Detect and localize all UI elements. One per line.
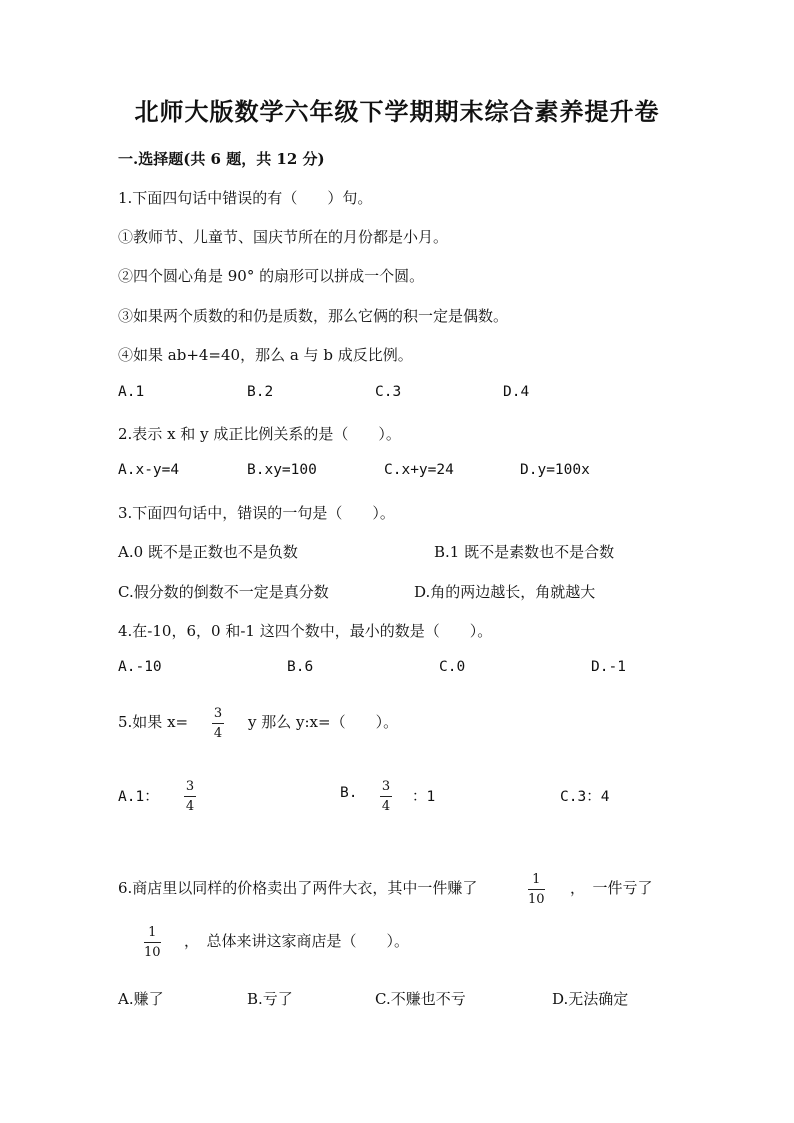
- q4-stem: 4.在-10，6，0 和-1 这四个数中，最小的数是（ ）。: [118, 622, 493, 640]
- q6-stem-prefix: 6.商店里以同样的价格卖出了两件大衣，其中一件赚了: [118, 879, 478, 897]
- section-heading: 一.选择题(共 6 题，共 12 分): [118, 150, 325, 168]
- q5-option-c: C.3：4: [560, 789, 610, 805]
- page-title: 北师大版数学六年级下学期期末综合素养提升卷: [134, 97, 660, 126]
- q6-fraction-1: [528, 872, 545, 907]
- fraction-bar: [528, 889, 545, 890]
- q3-option-d: D.角的两边越长，角就越大: [414, 583, 596, 601]
- q6-stem-suffix: ， 总体来讲这家商店是（ ）。: [184, 932, 410, 950]
- fraction-denominator: 10: [528, 892, 545, 907]
- q6-option-b: B.亏了: [247, 990, 293, 1008]
- q1-option-c: C.3: [375, 384, 402, 400]
- q1-option-a: A.1: [118, 384, 145, 400]
- fraction-bar: [144, 942, 161, 943]
- q5-stem-prefix: 5.如果 x=: [118, 713, 189, 731]
- fraction-numerator: 3: [381, 779, 391, 794]
- fraction-denominator: 4: [185, 799, 195, 814]
- fraction-bar: [212, 723, 224, 724]
- fraction-denominator: 4: [213, 726, 223, 741]
- q5-option-a-fraction: [184, 779, 196, 814]
- q4-option-c: C.0: [439, 659, 466, 675]
- q1-statement-1: ①教师节、儿童节、国庆节所在的月份都是小月。: [118, 228, 449, 246]
- q3-option-b: B.1 既不是素数也不是合数: [434, 543, 615, 561]
- q3-stem: 3.下面四句话中，错误的一句是（ ）。: [118, 504, 395, 522]
- q4-option-a: A.-10: [118, 659, 162, 675]
- q6-option-c: C.不赚也不亏: [375, 990, 466, 1008]
- q1-option-d: D.4: [503, 384, 530, 400]
- q5-stem-suffix: y 那么 y:x=（ ）。: [248, 713, 399, 731]
- q1-option-b: B.2: [247, 384, 274, 400]
- fraction-numerator: 3: [185, 779, 195, 794]
- fraction-numerator: 3: [213, 706, 223, 721]
- q1-statement-4: ④如果 ab+4=40，那么 a 与 b 成反比例。: [118, 346, 413, 364]
- q5-option-a-label: A.1：: [118, 789, 159, 805]
- fraction-numerator: 1: [148, 925, 157, 940]
- q6-stem-middle: ， 一件亏了: [570, 879, 653, 897]
- q3-option-c: C.假分数的倒数不一定是真分数: [118, 583, 329, 601]
- q1-stem: 1.下面四句话中错误的有（ ）句。: [118, 189, 373, 207]
- q2-stem: 2.表示 x 和 y 成正比例关系的是（ ）。: [118, 425, 401, 443]
- fraction-bar: [184, 796, 196, 797]
- q3-option-a: A.0 既不是正数也不是负数: [118, 543, 298, 561]
- q1-statement-3: ③如果两个质数的和仍是质数，那么它俩的积一定是偶数。: [118, 307, 509, 325]
- fraction-bar: [380, 796, 392, 797]
- q2-option-c: C.x+y=24: [384, 462, 454, 478]
- q1-statement-2: ②四个圆心角是 90° 的扇形可以拼成一个圆。: [118, 267, 425, 285]
- q5-option-b-suffix: ：1: [412, 789, 436, 805]
- q4-option-d: D.-1: [591, 659, 626, 675]
- q5-option-b-fraction: [380, 779, 392, 814]
- q6-option-a: A.赚了: [118, 990, 164, 1008]
- fraction-denominator: 10: [144, 945, 161, 960]
- q4-option-b: B.6: [287, 659, 314, 675]
- fraction-denominator: 4: [381, 799, 391, 814]
- q5-option-b-label: B.: [340, 785, 358, 801]
- fraction-numerator: 1: [532, 872, 541, 887]
- q2-option-d: D.y=100x: [520, 462, 590, 478]
- q5-fraction: [212, 706, 224, 741]
- q2-option-b: B.xy=100: [247, 462, 317, 478]
- q6-option-d: D.无法确定: [552, 990, 629, 1008]
- q2-option-a: A.x-y=4: [118, 462, 180, 478]
- q6-fraction-2: [144, 925, 161, 960]
